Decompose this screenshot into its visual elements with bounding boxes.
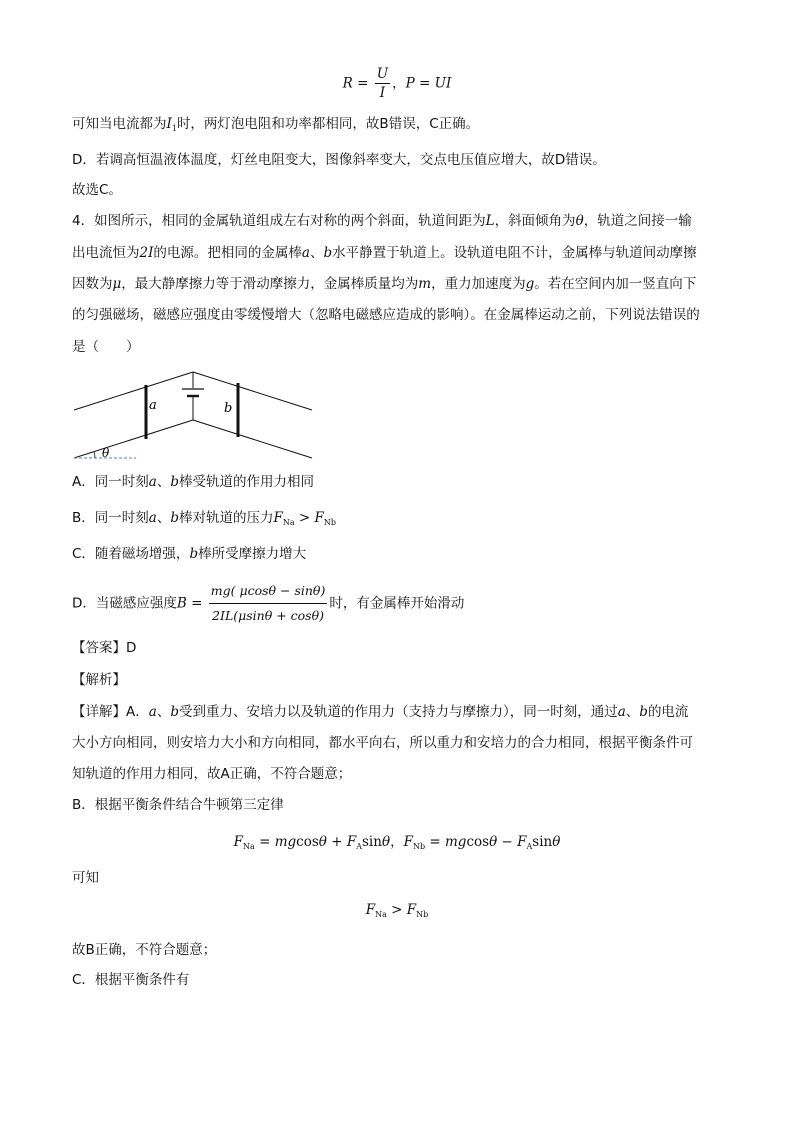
question-4-line-4: 的匀强磁场，磁感应强度由零缓慢增大（忽略电磁感应造成的影响）。在金属棒运动之前，下列说法错误的 (72, 307, 700, 323)
detail-line-6: 故B正确，不符合题意； (72, 942, 217, 958)
option-d: D．当磁感应强度B = $\frac{mg( \mu\cos\theta - \sin\theta)}{2IL(\mu\sin\theta + \cos\theta)}$ 时，有金属棒开始滑动 (72, 580, 464, 627)
left-lower-rail (74, 420, 193, 458)
formula-r-p: R = $\frac{U}{I}$ ，P = UI (342, 66, 452, 101)
analysis-label: 【解析】 (72, 672, 126, 688)
option-a: A．同一时刻a、b棒受轨道的作用力相同 (72, 474, 314, 490)
question-4-line-1: 4．如图所示，相同的金属轨道组成左右对称的两个斜面，轨道间距为L，斜面倾角为θ，轨道之间接一输 (72, 213, 692, 229)
answer-value: D (126, 640, 137, 656)
detail-line-1: 【详解】A．a、b受到重力、安培力以及轨道的作用力（支持力与摩擦力），同一时刻，通过a、b的电流 (72, 704, 689, 720)
label-rod-b: b (224, 401, 233, 416)
question-4-line-3: 因数为μ，最大静摩擦力等于滑动摩擦力，金属棒质量均为m，重力加速度为g。若在空间内加一竖直向下 (72, 276, 697, 292)
detail-line-4: B．根据平衡条件结合牛顿第三定律 (72, 797, 284, 813)
answer-label: 【答案】 (72, 640, 126, 656)
answer-line (72, 638, 136, 658)
formula-fna-gt-fnb: $F_{Na} > F_{Nb}$ (365, 902, 429, 919)
fraction-u-over-i: $\frac{U}{I}$ (376, 66, 389, 101)
formula-normal-forces: $F_{Na} = mgcos\theta + F_A\sin\theta$，$F_{Nb} = mgcos\theta - F_A\sin\theta$ (233, 834, 561, 851)
detail-line-5: 可知 (72, 870, 99, 886)
question-4-line-2: 出电流恒为2I的电源。把相同的金属棒a、b水平静置于轨道上。设轨道电阻不计，金属棒与轨道间动摩擦 (72, 245, 697, 261)
paragraph-choose-c: 故选C。 (72, 182, 122, 198)
angle-arc (94, 452, 95, 458)
right-lower-rail (193, 420, 312, 458)
paragraph-current-i1: 可知当电流都为$I_1$时，两灯泡电阻和功率都相同，故B错误，C正确。 (72, 116, 480, 133)
left-upper-rail (74, 372, 193, 410)
detail-line-3: 知轨道的作用力相同，故A正确，不符合题意； (72, 766, 352, 782)
detail-line-7: C．根据平衡条件有 (72, 972, 190, 988)
label-angle-theta: θ (102, 446, 110, 460)
question-4-line-5: 是（ ） (72, 339, 140, 355)
rail-diagram (70, 364, 320, 464)
option-c: C．随着磁场增强，b棒所受摩擦力增大 (72, 546, 307, 562)
detail-line-2: 大小方向相同，则安培力大小和方向相同，都水平向右，所以重力和安培力的合力相同，根据平衡条件可 (72, 735, 693, 751)
label-rod-a: a (149, 398, 157, 413)
fraction-critical-b: $\frac{mg( \mu\cos\theta - \sin\theta)}{2IL(\mu\sin\theta + \cos\theta)}$ (210, 583, 326, 623)
option-b: B．同一时刻a、b棒对轨道的压力$F_{Na} > F_{Nb}$ (72, 510, 337, 527)
right-upper-rail (193, 372, 312, 410)
paragraph-option-d-explanation: D．若调高恒温液体温度，灯丝电阻变大，图像斜率变大，交点电压值应增大，故D错误。 (72, 152, 606, 168)
